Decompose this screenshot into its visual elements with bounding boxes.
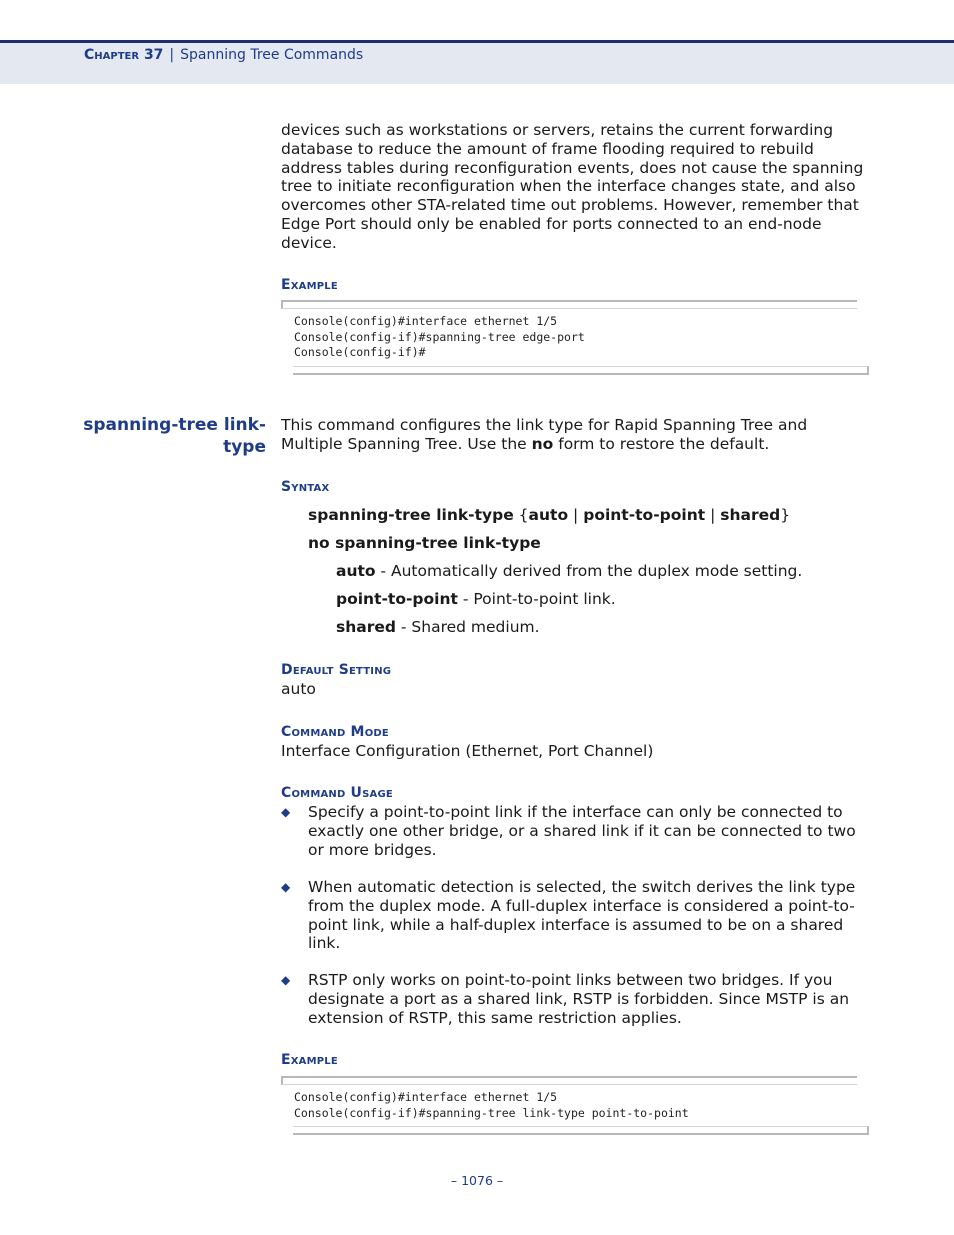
syntax-open-brace: { <box>518 506 529 524</box>
description-no-keyword: no <box>531 434 554 453</box>
code-line: Console(config-if)# <box>294 345 426 359</box>
default-setting-value: auto <box>281 680 316 698</box>
diamond-bullet-icon: ◆ <box>281 973 291 987</box>
command-mode-heading: Command Mode <box>281 724 389 740</box>
code-border-bottom <box>293 366 869 375</box>
param-desc: - Automatically derived from the duplex mode setting. <box>375 562 803 580</box>
chapter-title: Spanning Tree Commands <box>180 47 364 63</box>
code-line: Console(config)#interface ethernet 1/5 <box>294 314 558 328</box>
diamond-bullet-icon: ◆ <box>281 880 291 894</box>
param-shared <box>336 618 540 636</box>
page-number: – 1076 – <box>450 1173 504 1188</box>
usage-bullet-text: Specify a point-to-point link if the interface can only be connected to exactly one other bridge, or a shared link if it can be connected to two or more bridges. <box>308 803 856 859</box>
param-point-to-point <box>336 590 616 608</box>
code-line: Console(config-if)#spanning-tree link-type point-to-point <box>294 1105 689 1120</box>
command-title-line-2: type <box>223 437 266 457</box>
command-usage-heading: Command Usage <box>281 785 393 801</box>
command-description <box>281 416 871 454</box>
page-header <box>0 40 954 84</box>
code-example-1 <box>281 300 869 375</box>
param-desc: - Point-to-point link. <box>457 590 616 608</box>
diamond-bullet-icon: ◆ <box>281 805 291 819</box>
syntax-pipe: | <box>710 506 716 524</box>
syntax-option-point-to-point: point-to-point <box>583 506 706 524</box>
syntax-line <box>308 506 790 524</box>
param-auto <box>336 562 802 580</box>
param-name: shared <box>336 618 396 636</box>
param-desc: - Shared medium. <box>395 618 540 636</box>
example-heading-1: Example <box>281 277 338 293</box>
chapter-number: Chapter 37 <box>84 47 164 63</box>
description-part-1: This command configures the link type for Rapid Spanning Tree and Multiple Spanning Tree. Use the <box>281 416 808 453</box>
param-name: point-to-point <box>336 590 458 608</box>
syntax-no-form: no spanning-tree link-type <box>308 534 541 552</box>
code-example-2 <box>281 1076 869 1135</box>
code-border-top <box>281 300 857 309</box>
usage-bullet-2 <box>281 878 871 953</box>
code-border-top <box>281 1076 857 1085</box>
example-heading-2: Example <box>281 1052 338 1068</box>
syntax-close-brace: } <box>780 506 791 524</box>
header-text <box>84 47 363 63</box>
usage-bullet-text: RSTP only works on point-to-point links between two bridges. If you designate a port as a shared link, RSTP is forbidden. Since MSTP is an extension of RSTP, this same restriction applies. <box>308 971 850 1027</box>
syntax-option-auto: auto <box>528 506 569 524</box>
command-title-line-1: spanning-tree link- <box>83 415 266 435</box>
command-mode-value: Interface Configuration (Ethernet, Port Channel) <box>281 742 654 760</box>
syntax-option-shared: shared <box>720 506 781 524</box>
code-lines <box>281 309 869 366</box>
code-lines <box>281 1085 869 1126</box>
usage-bullet-3 <box>281 971 871 1027</box>
code-border-bottom <box>293 1126 869 1135</box>
description-part-2: form to restore the default. <box>553 434 770 453</box>
command-title <box>60 414 266 458</box>
code-line: Console(config-if)#spanning-tree edge-port <box>294 329 585 344</box>
usage-bullet-1 <box>281 803 871 859</box>
default-setting-heading: Default Setting <box>281 662 392 678</box>
intro-paragraph-block <box>281 121 871 253</box>
usage-bullet-text: When automatic detection is selected, the switch derives the link type from the duplex mode. A full-duplex interface is considered a point-to-point link, while a half-duplex interface is assumed to be on a shared link. <box>308 878 856 953</box>
intro-paragraph: devices such as workstations or servers, retains the current forwarding database to reduce the amount of frame flooding required to rebuild address tables during reconfiguration events, does not cause the spanning tree to initiate reconfiguration when the interface changes state, and also overcomes other STA-related time out problems. However, remember that Edge Port should only be enabled for ports connected to an end-node device. <box>281 121 864 252</box>
syntax-pipe: | <box>573 506 579 524</box>
syntax-heading: Syntax <box>281 479 330 495</box>
param-name: auto <box>336 562 376 580</box>
command-description-text <box>281 416 871 454</box>
header-separator: | <box>169 47 175 63</box>
syntax-command: spanning-tree link-type <box>308 506 514 524</box>
code-line: Console(config)#interface ethernet 1/5 <box>294 1090 558 1104</box>
